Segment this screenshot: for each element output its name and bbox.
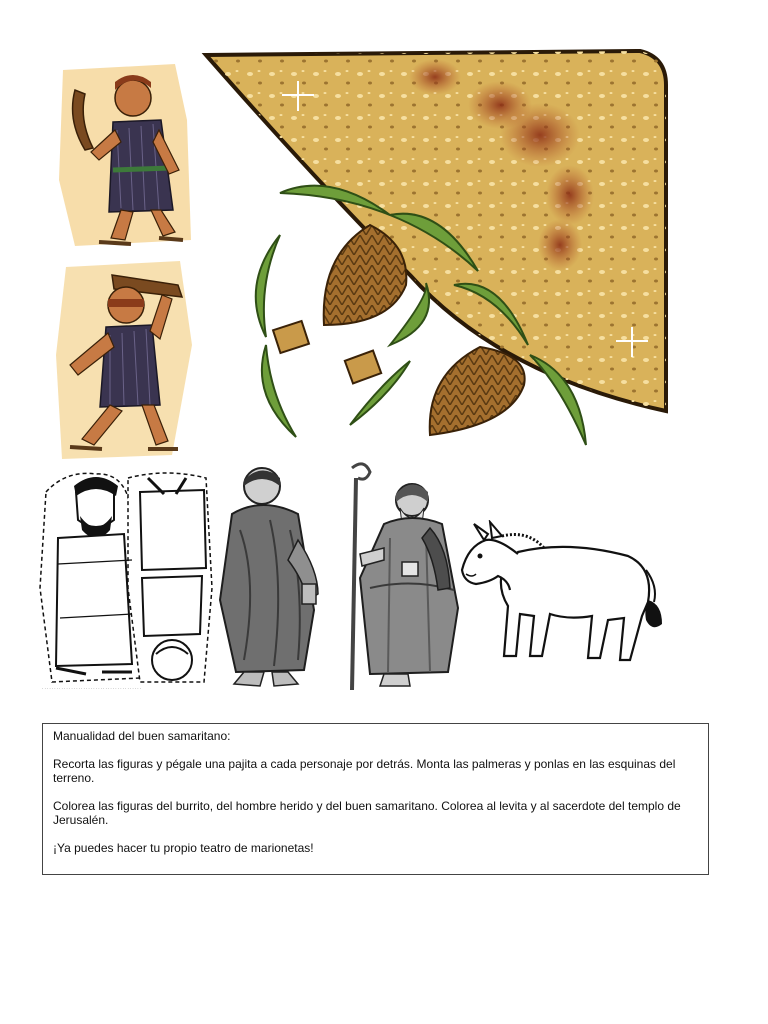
bandit-figure-top xyxy=(55,60,195,250)
donkey-outline xyxy=(458,520,670,670)
palm-tree-cutouts xyxy=(240,175,600,460)
bandit-figure-bottom xyxy=(52,255,202,465)
instructions-heading: Manualidad del buen samaritano: xyxy=(53,729,231,743)
instructions-paragraph-2: Colorea las figuras del burrito, del hombre herido y del buen samaritano. Colorea al levita y al sacerdote del templo de Jerusalén. xyxy=(53,799,681,827)
wounded-man-outline xyxy=(36,468,220,694)
levite-figure xyxy=(214,460,330,692)
instructions-paragraph-3: ¡Ya puedes hacer tu propio teatro de marionetas! xyxy=(53,841,314,855)
priest-figure xyxy=(330,458,468,694)
svg-text:· · · · · · · · · · · · · · ·: · · · · · · · · · · · · · · · · · · · · · · · · · · · · · · · · · · · · · · · · · xyxy=(42,686,142,691)
instructions-paragraph-1: Recorta las figuras y pégale una pajita a cada personaje por detrás. Monta las palmeras y ponlas en las esquinas del terreno. xyxy=(53,757,676,785)
instructions-box xyxy=(42,723,709,875)
